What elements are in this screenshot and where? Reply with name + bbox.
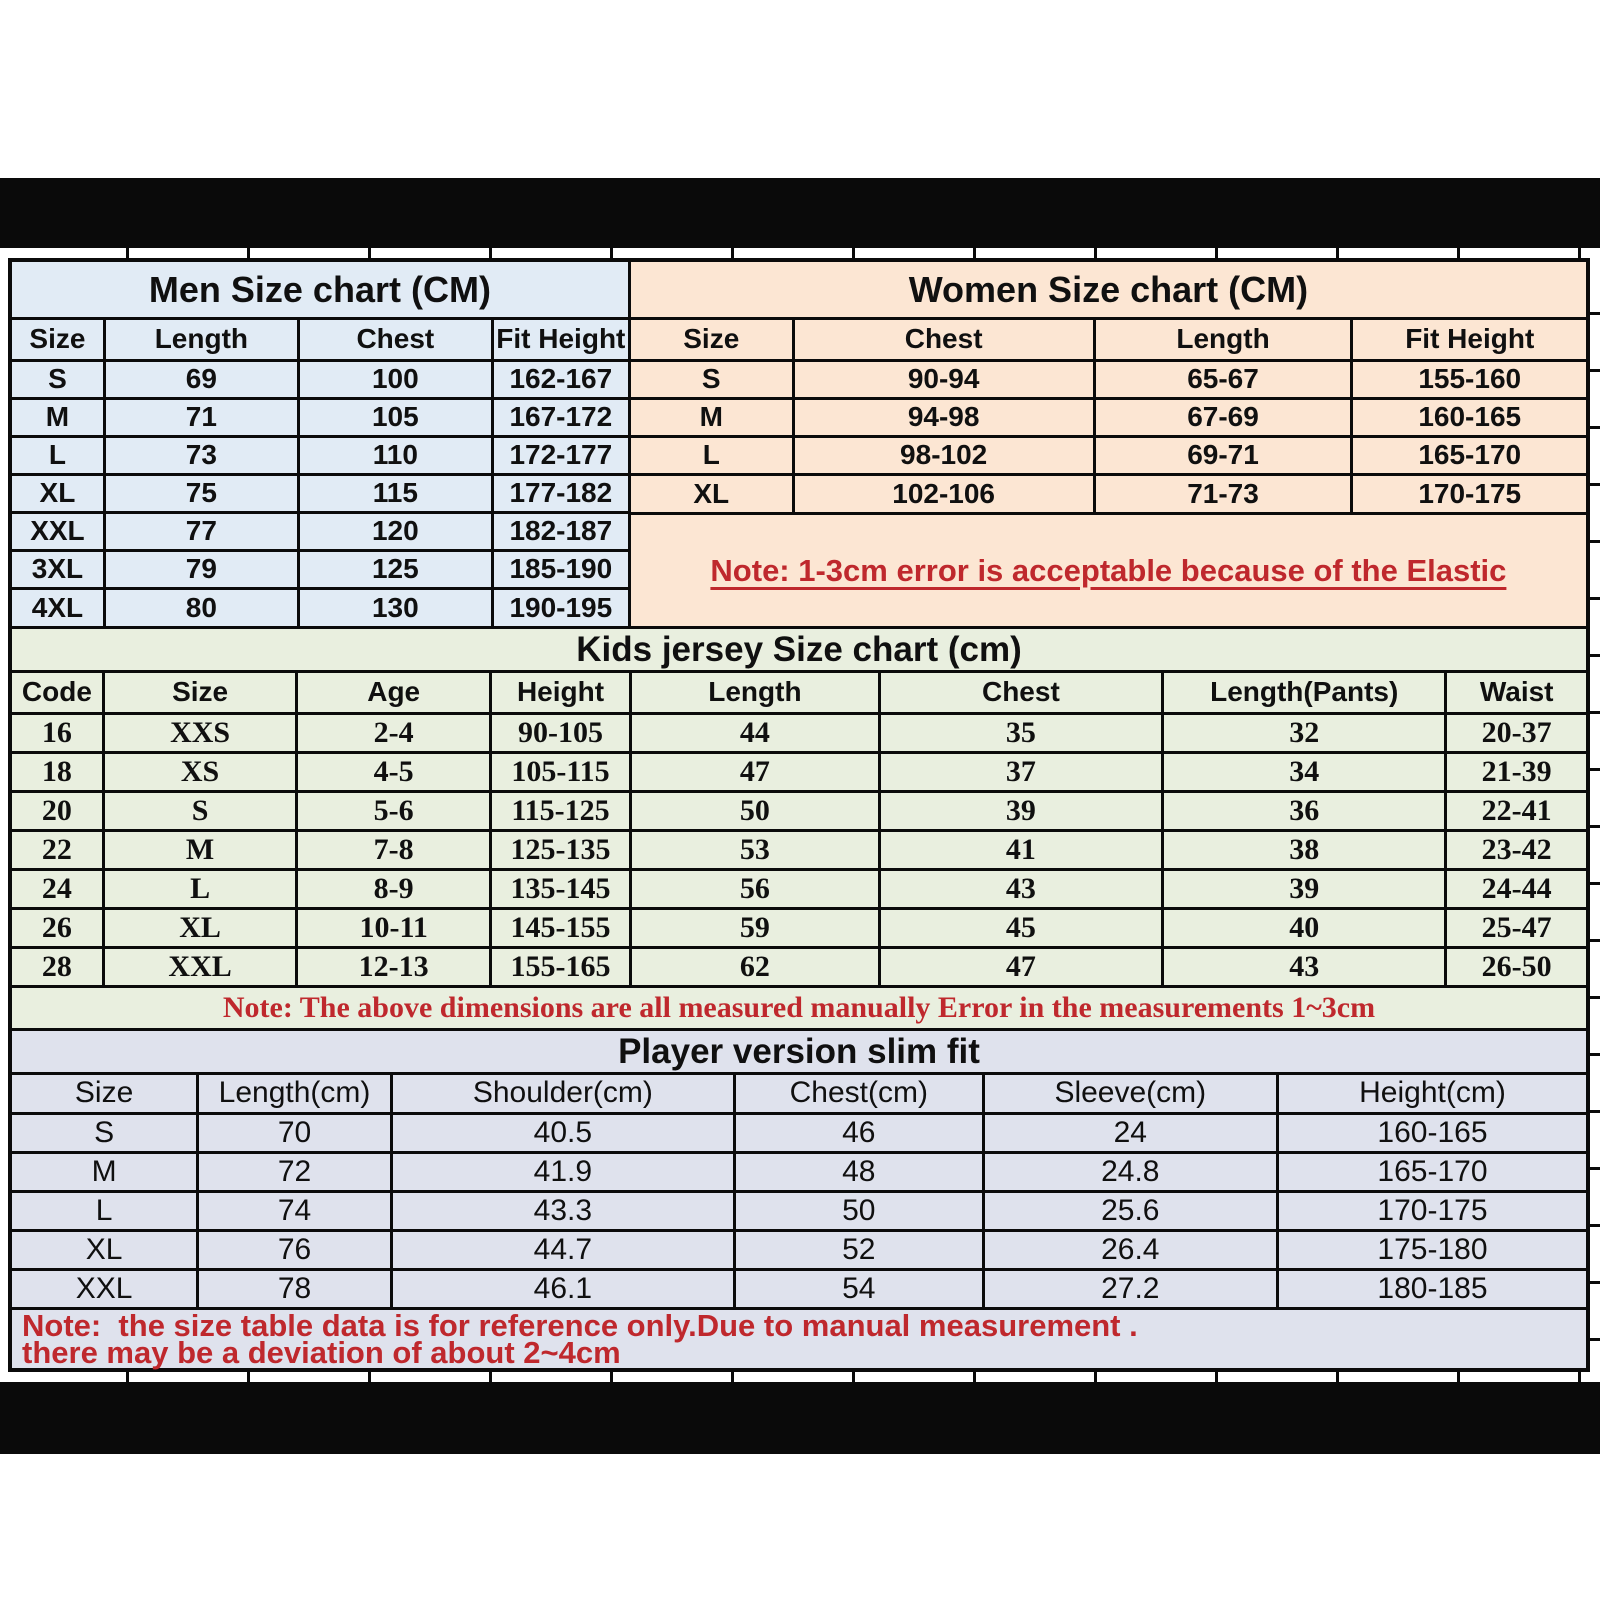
player-version-section [12, 1028, 1586, 1307]
table-cell: 4XL [12, 588, 104, 626]
bottom-black-bar [0, 1382, 1600, 1454]
table-cell: 43 [1163, 947, 1446, 985]
table-cell: 65-67 [1094, 360, 1352, 398]
table-cell: 70 [198, 1113, 392, 1152]
top-black-bar [0, 178, 1600, 248]
women-elastic-note: Note: 1-3cm error is acceptable because of the Elastic [631, 512, 1586, 626]
table-row [12, 908, 1586, 947]
table-cell: 26-50 [1446, 947, 1586, 985]
table-cell: 105 [298, 398, 492, 436]
table-cell: 167-172 [492, 398, 628, 436]
column-header: Size [12, 1075, 198, 1113]
table-cell: 165-170 [1352, 436, 1586, 474]
column-header: Height(cm) [1277, 1075, 1586, 1113]
table-row [12, 588, 628, 626]
table-row [12, 1230, 1586, 1269]
table-cell: 35 [879, 713, 1162, 752]
table-cell: 22-41 [1446, 791, 1586, 830]
table-cell: 170-175 [1277, 1191, 1586, 1230]
table-cell: 155-160 [1352, 360, 1586, 398]
table-cell: 12-13 [297, 947, 491, 985]
table-cell: 36 [1163, 791, 1446, 830]
column-header: Fit Height [492, 320, 628, 360]
header-row [12, 320, 628, 360]
table-cell: 25-47 [1446, 908, 1586, 947]
table-cell: 69 [104, 360, 298, 398]
table-cell: 177-182 [492, 474, 628, 512]
table-cell: 32 [1163, 713, 1446, 752]
table-cell: 94-98 [793, 398, 1094, 436]
column-header: Shoulder(cm) [391, 1075, 734, 1113]
footer-reference-note [12, 1307, 1586, 1368]
table-cell: 10-11 [297, 908, 491, 947]
table-cell: 160-165 [1277, 1113, 1586, 1152]
table-cell: 102-106 [793, 474, 1094, 512]
kids-chart-title: Kids jersey Size chart (cm) [12, 629, 1586, 673]
table-cell: 54 [734, 1269, 983, 1307]
table-cell: XXL [12, 512, 104, 550]
table-cell: XXS [103, 713, 297, 752]
table-cell: 5-6 [297, 791, 491, 830]
table-cell: 24 [983, 1113, 1277, 1152]
table-cell: 56 [631, 869, 880, 908]
table-cell: 40 [1163, 908, 1446, 947]
table-cell: M [631, 398, 793, 436]
table-cell: S [631, 360, 793, 398]
table-row [12, 1269, 1586, 1307]
table-cell: 71-73 [1094, 474, 1352, 512]
table-cell: S [12, 360, 104, 398]
table-row [12, 550, 628, 588]
column-header: Height [490, 673, 630, 713]
table-cell: 8-9 [297, 869, 491, 908]
column-header: Size [103, 673, 297, 713]
table-cell: 75 [104, 474, 298, 512]
table-cell: 39 [1163, 869, 1446, 908]
table-row [631, 436, 1586, 474]
table-cell: 41 [879, 830, 1162, 869]
table-cell: 26.4 [983, 1230, 1277, 1269]
column-header: Length [1094, 320, 1352, 360]
table-cell: 45 [879, 908, 1162, 947]
table-cell: 41.9 [391, 1152, 734, 1191]
table-cell: 50 [631, 791, 880, 830]
table-row [12, 791, 1586, 830]
men-size-chart-table [12, 320, 628, 626]
table-cell: 98-102 [793, 436, 1094, 474]
column-header: Fit Height [1352, 320, 1586, 360]
table-cell: 38 [1163, 830, 1446, 869]
table-cell: 4-5 [297, 752, 491, 791]
table-row [631, 360, 1586, 398]
column-header: Length [631, 673, 880, 713]
column-header: Length(cm) [198, 1075, 392, 1113]
table-cell: 53 [631, 830, 880, 869]
table-cell: 25.6 [983, 1191, 1277, 1230]
table-row [12, 1191, 1586, 1230]
table-cell: 76 [198, 1230, 392, 1269]
table-row [12, 512, 628, 550]
men-chart-title: Men Size chart (CM) [12, 262, 628, 320]
column-header: Length [104, 320, 298, 360]
table-cell: 79 [104, 550, 298, 588]
table-cell: 52 [734, 1230, 983, 1269]
table-cell: 22 [12, 830, 103, 869]
table-row [12, 947, 1586, 985]
table-cell: 130 [298, 588, 492, 626]
column-header: Chest(cm) [734, 1075, 983, 1113]
table-cell: 47 [879, 947, 1162, 985]
table-cell: 28 [12, 947, 103, 985]
table-cell: 180-185 [1277, 1269, 1586, 1307]
top-white-margin [0, 0, 1600, 178]
table-cell: 135-145 [490, 869, 630, 908]
table-cell: 20 [12, 791, 103, 830]
table-cell: 46 [734, 1113, 983, 1152]
table-cell: M [12, 398, 104, 436]
table-cell: 100 [298, 360, 492, 398]
table-cell: 72 [198, 1152, 392, 1191]
table-cell: 165-170 [1277, 1152, 1586, 1191]
cropped-row-ticks-top [8, 248, 1600, 258]
table-row [631, 474, 1586, 512]
table-row [12, 1113, 1586, 1152]
table-cell: 105-115 [490, 752, 630, 791]
table-cell: 40.5 [391, 1113, 734, 1152]
column-header: Size [631, 320, 793, 360]
table-cell: 24.8 [983, 1152, 1277, 1191]
table-cell: 170-175 [1352, 474, 1586, 512]
table-cell: M [103, 830, 297, 869]
table-row [12, 1152, 1586, 1191]
table-row [12, 436, 628, 474]
column-header: Chest [298, 320, 492, 360]
table-cell: L [103, 869, 297, 908]
table-cell: 39 [879, 791, 1162, 830]
table-cell: 24 [12, 869, 103, 908]
table-cell: 185-190 [492, 550, 628, 588]
table-cell: 175-180 [1277, 1230, 1586, 1269]
table-cell: 67-69 [1094, 398, 1352, 436]
table-cell: 172-177 [492, 436, 628, 474]
footer-note-line1: Note: the size table data is for reference only.Due to manual measurement . [22, 1308, 1138, 1343]
men-size-chart-section [12, 262, 631, 626]
table-cell: 110 [298, 436, 492, 474]
table-row [12, 360, 628, 398]
table-cell: 120 [298, 512, 492, 550]
table-cell: XL [12, 474, 104, 512]
women-size-chart-table [631, 320, 1586, 512]
table-cell: 90-105 [490, 713, 630, 752]
women-size-chart-section [631, 262, 1586, 626]
column-header: Chest [793, 320, 1094, 360]
table-cell: XXL [12, 1269, 198, 1307]
table-cell: 62 [631, 947, 880, 985]
table-cell: 37 [879, 752, 1162, 791]
table-cell: 77 [104, 512, 298, 550]
column-header: Size [12, 320, 104, 360]
footer-note-line2: there may be a deviation of about 2~4cm [22, 1335, 621, 1370]
column-header: Chest [879, 673, 1162, 713]
kids-size-chart-table [12, 673, 1586, 985]
table-cell: 47 [631, 752, 880, 791]
table-cell: 80 [104, 588, 298, 626]
table-cell: 69-71 [1094, 436, 1352, 474]
table-cell: 21-39 [1446, 752, 1586, 791]
table-cell: L [631, 436, 793, 474]
table-cell: 160-165 [1352, 398, 1586, 436]
table-cell: 16 [12, 713, 103, 752]
table-cell: 50 [734, 1191, 983, 1230]
table-row [12, 830, 1586, 869]
table-cell: 24-44 [1446, 869, 1586, 908]
table-row [12, 869, 1586, 908]
table-cell: M [12, 1152, 198, 1191]
table-cell: 3XL [12, 550, 104, 588]
kids-measurement-note: Note: The above dimensions are all measured manually Error in the measurements 1~3cm [12, 985, 1586, 1028]
table-cell: 18 [12, 752, 103, 791]
table-cell: 23-42 [1446, 830, 1586, 869]
table-cell: 190-195 [492, 588, 628, 626]
table-cell: 78 [198, 1269, 392, 1307]
table-cell: 43.3 [391, 1191, 734, 1230]
table-cell: 44.7 [391, 1230, 734, 1269]
table-cell: 74 [198, 1191, 392, 1230]
column-header: Waist [1446, 673, 1586, 713]
table-row [12, 752, 1586, 791]
cropped-column-ticks-right [1590, 258, 1600, 1372]
table-cell: 7-8 [297, 830, 491, 869]
women-chart-title: Women Size chart (CM) [631, 262, 1586, 320]
table-cell: 2-4 [297, 713, 491, 752]
table-cell: 27.2 [983, 1269, 1277, 1307]
column-header: Age [297, 673, 491, 713]
column-header: Length(Pants) [1163, 673, 1446, 713]
player-version-table [12, 1075, 1586, 1307]
table-cell: 90-94 [793, 360, 1094, 398]
table-cell: 115-125 [490, 791, 630, 830]
table-row [631, 398, 1586, 436]
table-cell: 145-155 [490, 908, 630, 947]
table-cell: 125-135 [490, 830, 630, 869]
header-row [12, 1075, 1586, 1113]
player-chart-title: Player version slim fit [12, 1031, 1586, 1075]
table-row [12, 713, 1586, 752]
table-cell: 162-167 [492, 360, 628, 398]
table-cell: 182-187 [492, 512, 628, 550]
table-cell: L [12, 436, 104, 474]
table-cell: XL [103, 908, 297, 947]
table-cell: 155-165 [490, 947, 630, 985]
table-row [12, 474, 628, 512]
table-cell: 26 [12, 908, 103, 947]
table-cell: 20-37 [1446, 713, 1586, 752]
table-cell: S [12, 1113, 198, 1152]
table-cell: 115 [298, 474, 492, 512]
table-cell: XL [12, 1230, 198, 1269]
table-cell: 71 [104, 398, 298, 436]
column-header: Sleeve(cm) [983, 1075, 1277, 1113]
table-cell: 73 [104, 436, 298, 474]
table-cell: S [103, 791, 297, 830]
header-row [12, 673, 1586, 713]
kids-size-chart-section [12, 626, 1586, 1028]
table-row [12, 398, 628, 436]
cropped-row-ticks-bottom [8, 1372, 1600, 1382]
table-cell: L [12, 1191, 198, 1230]
table-cell: XXL [103, 947, 297, 985]
table-cell: 46.1 [391, 1269, 734, 1307]
size-chart-sheet [8, 258, 1590, 1372]
table-cell: 44 [631, 713, 880, 752]
table-cell: 43 [879, 869, 1162, 908]
column-header: Code [12, 673, 103, 713]
table-cell: XL [631, 474, 793, 512]
table-cell: 59 [631, 908, 880, 947]
header-row [631, 320, 1586, 360]
table-cell: 48 [734, 1152, 983, 1191]
table-cell: 125 [298, 550, 492, 588]
table-cell: 34 [1163, 752, 1446, 791]
table-cell: XS [103, 752, 297, 791]
